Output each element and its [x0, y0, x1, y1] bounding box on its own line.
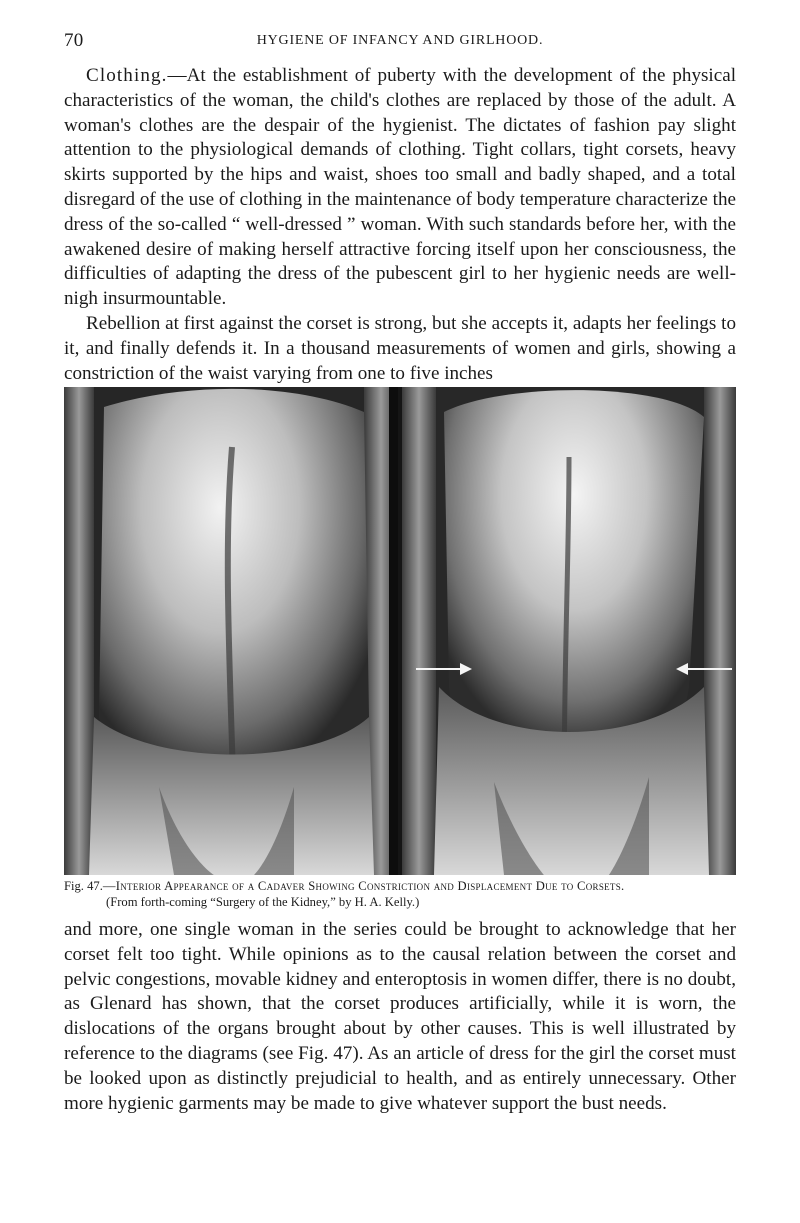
figure-label: Fig. 47. — [64, 879, 103, 893]
figure-source: (From forth-coming “Surgery of the Kidney,” by H. A. Kelly.) — [106, 894, 420, 909]
cadaver-photograph-image — [64, 387, 736, 875]
paragraph-clothing-text: —At the establishment of puberty with the development of the physical characteristics of the woman, the child's clothes are replaced by those of the adult. A woman's clothes are the despair of the hygienist. The dictates of fashion pay slight attention to the physiological demands of clothing. Tight collars, tight corsets, heavy skirts supported by the hips and waist, shoes too small and badly shaped, and a total disregard of the use of clothing in the maintenance of body temperature characterize the dress of the so-called “ well-dressed ” woman. With such standards before her, with the awakened desire of making herself attractive forcing itself upon her consciousness, the difficulties of adapting the dress of the pubescent girl to her hygienic needs are well-nigh insurmountable. — [64, 65, 736, 310]
paragraph-clothing — [64, 64, 736, 312]
paragraph-corset-continued: and more, one single woman in the series could be brought to acknowledge that her corset felt too tight. While opinions as to the causal relation between the corset and pelvic congestions, movable kidney and enteroptosis in women differ, there is no doubt, as Glenard has shown, that the corset produces artificially, while it is worn, the dislocations of the organs brought about by other causes. This is well illustrated by reference to the diagrams (see Fig. 47). As an article of dress for the girl the corset must be looked upon as distinctly prejudicial to health, and as entirely unnecessary. Other more hygienic garments may be made to give whatever support the bust needs. — [64, 919, 736, 1114]
figure-title: —Interior Appearance of a Cadaver Showing Constriction and Displacement Due to Corsets. — [102, 879, 625, 893]
page-header — [64, 30, 736, 54]
right-panel — [402, 387, 736, 875]
body-text-top — [64, 64, 736, 386]
body-text-bottom — [64, 918, 736, 1116]
section-lead-in: Clothing. — [86, 65, 168, 86]
left-panel — [64, 387, 398, 875]
figure-caption — [64, 879, 736, 910]
running-head: HYGIENE OF INFANCY AND GIRLHOOD. — [256, 33, 544, 48]
paragraph-rebellion: Rebellion at first against the corset is strong, but she accepts it, adapts her feelings to it, and finally defends it. In a thousand measurements of women and girls, showing a constriction of the waist varying from one to five inches — [64, 312, 736, 384]
figure-cadaver-photograph — [64, 387, 736, 875]
page-number: 70 — [64, 30, 84, 51]
